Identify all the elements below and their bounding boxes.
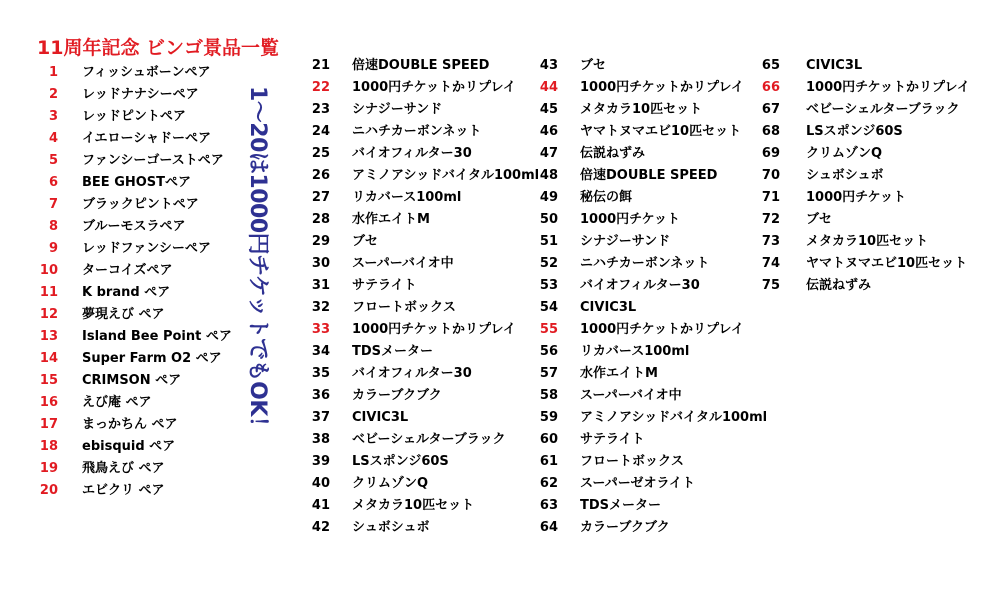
- prize-number: 37: [311, 410, 330, 425]
- prize-name: カラーブクブク: [352, 388, 442, 403]
- prize-name: メタカラ10匹セット: [352, 498, 475, 513]
- prize-number: 48: [539, 168, 558, 183]
- prize-name: 1000円チケットかリプレイ: [580, 322, 744, 337]
- prize-number: 27: [311, 190, 330, 205]
- prize-name: ブセ: [580, 58, 606, 73]
- prize-name: TDSメーター: [352, 344, 434, 359]
- prize-name: ブセ: [806, 212, 832, 227]
- prize-number: 58: [539, 388, 558, 403]
- prize-name: Super Farm O2 ペア: [82, 351, 222, 366]
- prize-name: シュボシュボ: [806, 168, 884, 183]
- prize-number: 23: [311, 102, 330, 117]
- prize-name: レッドピントペア: [82, 109, 186, 124]
- prize-number: 64: [539, 520, 558, 535]
- prize-name: サテライト: [580, 432, 645, 447]
- ticket-note: 1～20は1000円チケットでもOK！: [245, 86, 270, 438]
- prize-number: 25: [311, 146, 330, 161]
- prize-name: サテライト: [352, 278, 417, 293]
- prize-name: リカバース100ml: [580, 344, 690, 359]
- prize-name: シナジーサンド: [580, 234, 671, 249]
- prize-number: 53: [539, 278, 558, 293]
- vertical-note: [245, 86, 292, 486]
- prize-number: 70: [761, 168, 780, 183]
- prize-number: 47: [539, 146, 558, 161]
- prize-name: TDSメーター: [580, 498, 662, 513]
- prize-name: BEE GHOSTペア: [82, 175, 192, 190]
- prize-name: フィッシュボーンペア: [82, 65, 211, 80]
- prize-name: ヤマトヌマエビ10匹セット: [580, 124, 742, 139]
- prize-name: 1000円チケット: [580, 212, 681, 227]
- prize-name: シュボシュボ: [352, 520, 430, 535]
- prize-number: 55: [539, 322, 558, 337]
- prize-number: 43: [539, 58, 558, 73]
- prize-name: ブラックピントペア: [82, 197, 199, 212]
- prize-name: えび庵 ペア: [82, 395, 152, 410]
- prize-number: 56: [539, 344, 558, 359]
- prize-name: LSスポンジ60S: [806, 124, 903, 139]
- prize-number: 50: [539, 212, 558, 227]
- prize-number: 67: [761, 102, 780, 117]
- prize-name: K brand ペア: [82, 285, 171, 300]
- prize-number: 61: [539, 454, 558, 469]
- prize-number: 44: [539, 80, 558, 95]
- prize-name: シナジーサンド: [352, 102, 443, 117]
- prize-number: 9: [48, 241, 58, 256]
- prize-number: 32: [311, 300, 330, 315]
- prize-number: 24: [311, 124, 330, 139]
- prize-number: 2: [48, 87, 58, 102]
- prize-number: 68: [761, 124, 780, 139]
- prize-name: バイオフィルター30: [352, 146, 472, 161]
- prize-number: 17: [39, 417, 58, 432]
- prize-name: 伝説ねずみ: [580, 146, 646, 161]
- prize-number: 75: [761, 278, 780, 293]
- prize-number: 60: [539, 432, 558, 447]
- prize-number: 7: [48, 197, 58, 212]
- prize-number: 33: [311, 322, 330, 337]
- prize-name: 1000円チケットかリプレイ: [352, 80, 516, 95]
- prize-number: 11: [39, 285, 58, 300]
- prize-number: 72: [761, 212, 780, 227]
- prize-name: まっかちん ペア: [82, 417, 178, 432]
- prize-number: 62: [539, 476, 558, 491]
- prize-name: 伝説ねずみ: [806, 278, 872, 293]
- prize-name: 秘伝の餌: [580, 190, 633, 205]
- prize-name: ブセ: [352, 234, 378, 249]
- prize-name: バイオフィルター30: [580, 278, 700, 293]
- prize-name: 水作エイトM: [352, 212, 430, 227]
- prize-name: エビクリ ペア: [82, 483, 165, 498]
- prize-name: メタカラ10匹セット: [580, 102, 703, 117]
- prize-name: 1000円チケットかリプレイ: [580, 80, 744, 95]
- prize-name: ベビーシェルターブラック: [806, 102, 960, 117]
- prize-number: 69: [761, 146, 780, 161]
- prize-name: Island Bee Point ペア: [82, 329, 232, 344]
- prize-number: 49: [539, 190, 558, 205]
- prize-number: 71: [761, 190, 780, 205]
- prize-number: 74: [761, 256, 780, 271]
- prize-name: ファンシーゴーストペア: [82, 153, 224, 168]
- prize-name: リカバース100ml: [352, 190, 462, 205]
- prize-name: レッドナナシーペア: [82, 87, 199, 102]
- prize-name: ブルーモスラペア: [82, 219, 186, 234]
- prize-name: クリムゾンQ: [806, 146, 883, 161]
- prize-number: 45: [539, 102, 558, 117]
- prize-name: フロートボックス: [580, 454, 684, 469]
- prize-name: CIVIC3L: [806, 58, 863, 73]
- prize-number: 40: [311, 476, 330, 491]
- prize-number: 20: [39, 483, 58, 498]
- prize-number: 18: [39, 439, 58, 454]
- prize-number: 41: [311, 498, 330, 513]
- prize-number: 14: [39, 351, 58, 366]
- prize-number: 26: [311, 168, 330, 183]
- prize-number: 21: [311, 58, 330, 73]
- prize-name: イエローシャドーペア: [82, 131, 211, 146]
- prize-number: 10: [39, 263, 58, 278]
- prize-number: 28: [311, 212, 330, 227]
- prize-number: 16: [39, 395, 58, 410]
- prize-number: 51: [539, 234, 558, 249]
- prize-number: 15: [39, 373, 58, 388]
- prize-name: CRIMSON ペア: [82, 373, 182, 388]
- prize-number: 5: [48, 153, 58, 168]
- prize-number: 35: [311, 366, 330, 381]
- prize-number: 31: [311, 278, 330, 293]
- prize-number: 39: [311, 454, 330, 469]
- prize-name: スーパーゼオライト: [580, 476, 696, 491]
- prize-name: カラーブクブク: [580, 520, 670, 535]
- prize-name: バイオフィルター30: [352, 366, 472, 381]
- prize-name: 1000円チケットかリプレイ: [806, 80, 970, 95]
- prize-name: アミノアシッドバイタル100ml: [352, 168, 540, 183]
- prize-number: 34: [311, 344, 330, 359]
- prize-name: ニハチカーボンネット: [352, 124, 482, 139]
- prize-number: 52: [539, 256, 558, 271]
- prize-number: 13: [39, 329, 58, 344]
- prize-name: 夢現えび ペア: [82, 307, 165, 322]
- prize-name: CIVIC3L: [352, 410, 409, 425]
- prize-number: 54: [539, 300, 558, 315]
- prize-number: 46: [539, 124, 558, 139]
- prize-number: 6: [48, 175, 58, 190]
- prize-name: ニハチカーボンネット: [580, 256, 710, 271]
- prize-number: 8: [48, 219, 58, 234]
- prize-number: 57: [539, 366, 558, 381]
- prize-number: 65: [761, 58, 780, 73]
- prize-name: 倍速DOUBLE SPEED: [580, 168, 718, 183]
- prize-name: 水作エイトM: [580, 366, 658, 381]
- prize-name: CIVIC3L: [580, 300, 637, 315]
- prize-name: ebisquid ペア: [82, 439, 176, 454]
- prize-number: 1: [48, 65, 58, 80]
- prize-number: 30: [311, 256, 330, 271]
- prize-name: 1000円チケットかリプレイ: [352, 322, 516, 337]
- prize-name: LSスポンジ60S: [352, 454, 449, 469]
- prize-name: クリムゾンQ: [352, 476, 429, 491]
- prize-name: スーパーバイオ中: [352, 256, 454, 271]
- prize-number: 19: [39, 461, 58, 476]
- prize-number: 42: [311, 520, 330, 535]
- prize-number: 29: [311, 234, 330, 249]
- prize-number: 3: [48, 109, 58, 124]
- prize-number: 4: [48, 131, 58, 146]
- prize-number: 12: [39, 307, 58, 322]
- prize-number: 38: [311, 432, 330, 447]
- prize-name: フロートボックス: [352, 300, 456, 315]
- prize-name: ベビーシェルターブラック: [352, 432, 506, 447]
- prize-name: 倍速DOUBLE SPEED: [352, 58, 490, 73]
- prize-name: ヤマトヌマエビ10匹セット: [806, 256, 968, 271]
- prize-name: レッドファンシーペア: [82, 241, 211, 256]
- page-title: 11周年記念 ビンゴ景品一覧: [37, 37, 280, 59]
- prize-name: スーパーバイオ中: [580, 388, 682, 403]
- prize-name: ターコイズペア: [82, 263, 173, 278]
- prize-number: 59: [539, 410, 558, 425]
- prize-number: 22: [311, 80, 330, 95]
- prize-number: 66: [761, 80, 780, 95]
- prize-name: メタカラ10匹セット: [806, 234, 929, 249]
- prize-name: 飛鳥えび ペア: [82, 461, 165, 476]
- prize-number: 73: [761, 234, 780, 249]
- prize-number: 63: [539, 498, 558, 513]
- prize-name: 1000円チケット: [806, 190, 907, 205]
- prize-number: 36: [311, 388, 330, 403]
- prize-name: アミノアシッドバイタル100ml: [580, 410, 768, 425]
